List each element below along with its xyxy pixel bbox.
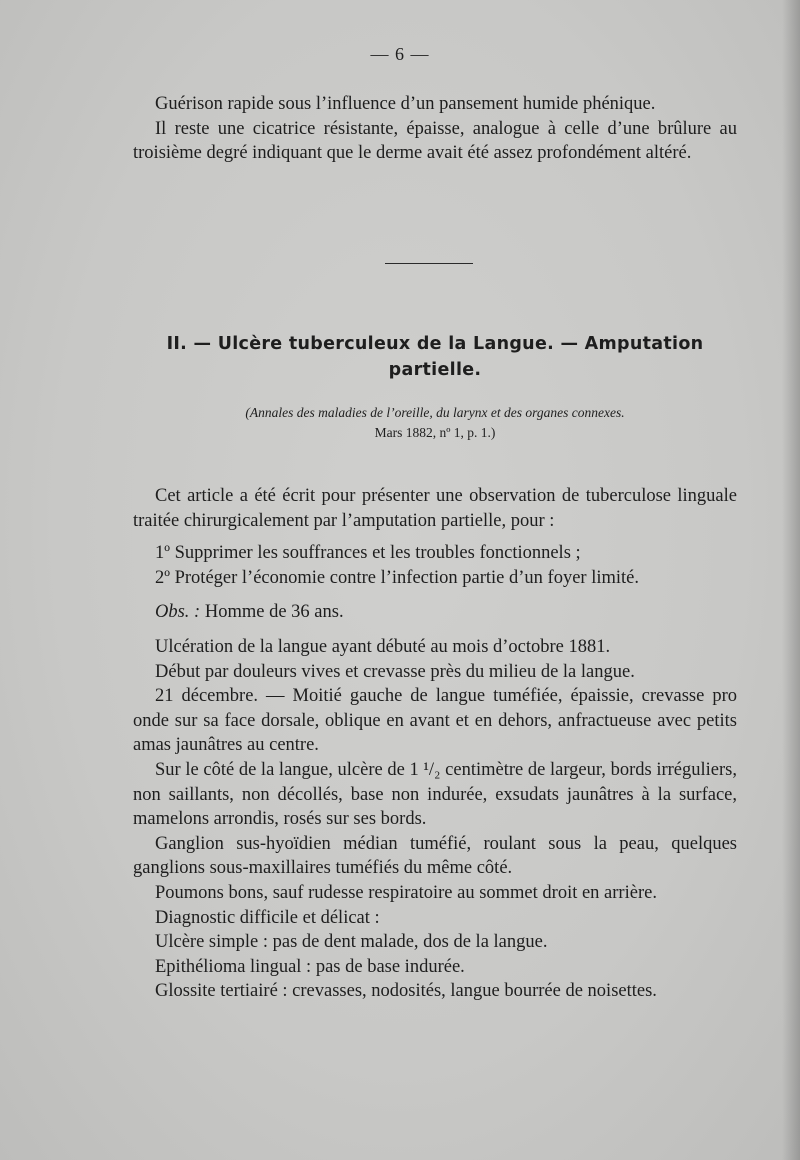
observation-text: Homme de 36 ans. [200, 602, 344, 623]
body-paragraph-9: Ulcère simple : pas de dent malade, dos de la langue. [155, 932, 548, 953]
body-paragraph-2: Ulcération de la langue ayant débuté au mois d’octobre 1881. [155, 636, 611, 657]
body-paragraph-5: Sur le côté de la langue, ulcère de 1 ¹/₂ centimètre de largeur, bords irréguliers, non saillants, non décollés, base non indurée, exsudats jaunâtres à la surface, mamelons arrondis, rosés sur ses bords. [133, 759, 737, 830]
page-edge-shadow [782, 0, 800, 1160]
body-paragraph-8: Diagnostic difficile et délicat : [155, 907, 380, 928]
body-text [133, 484, 737, 1004]
body-paragraph-10: Epithélioma lingual : pas de base indurée. [155, 956, 465, 977]
intro-paragraph-1: Guérison rapide sous l’influence d’un pansement humide phénique. [155, 94, 656, 114]
list-item-2: 2º Protéger l’économie contre l’infection partie d’un foyer limité. [155, 567, 639, 588]
citation-journal: (Annales des maladies de l’oreille, du larynx et des organes connexes. [245, 405, 625, 420]
page-number: — 6 — [370, 44, 430, 64]
body-paragraph-7: Poumons bons, sauf rudesse respiratoire au sommet droit en arrière. [155, 882, 657, 903]
section-divider [385, 263, 473, 264]
observation [133, 600, 737, 625]
section-title: II. — Ulcère tuberculeux de la Langue. — Amputation partielle. [166, 334, 704, 380]
intro-text [133, 92, 737, 166]
citation-date: Mars 1882, nº 1, p. 1.) [374, 425, 496, 440]
intro-paragraph-2: Il reste une cicatrice résistante, épaisse, analogue à celle d’une brûlure au troisième degré indiquant que le derme avait été assez profondément altéré. [133, 118, 737, 164]
observation-label: Obs. : [155, 602, 201, 623]
citation [133, 403, 737, 443]
body-paragraph-11: Glossite tertiairé : crevasses, nodosités, langue bourrée de noisettes. [155, 981, 657, 1002]
body-paragraph-1: Cet article a été écrit pour présenter une observation de tuberculose linguale traitée chirurgicalement par l’amputation partielle, pour : [133, 486, 737, 531]
body-paragraph-3: Début par douleurs vives et crevasse près du milieu de la langue. [155, 661, 635, 682]
body-paragraph-4: 21 décembre. — Moitié gauche de langue tuméfiée, épaissie, crevasse pro onde sur sa face dorsale, oblique en avant et en dehors, anfractueuse avec petits amas jaunâtres au centre. [133, 686, 737, 756]
list-item-1: 1º Supprimer les souffrances et les troubles fonctionnels ; [155, 543, 581, 564]
body-paragraph-6: Ganglion sus-hyoïdien médian tuméfié, roulant sous la peau, quelques ganglions sous-maxillaires tuméfiés du même côté. [133, 833, 737, 879]
